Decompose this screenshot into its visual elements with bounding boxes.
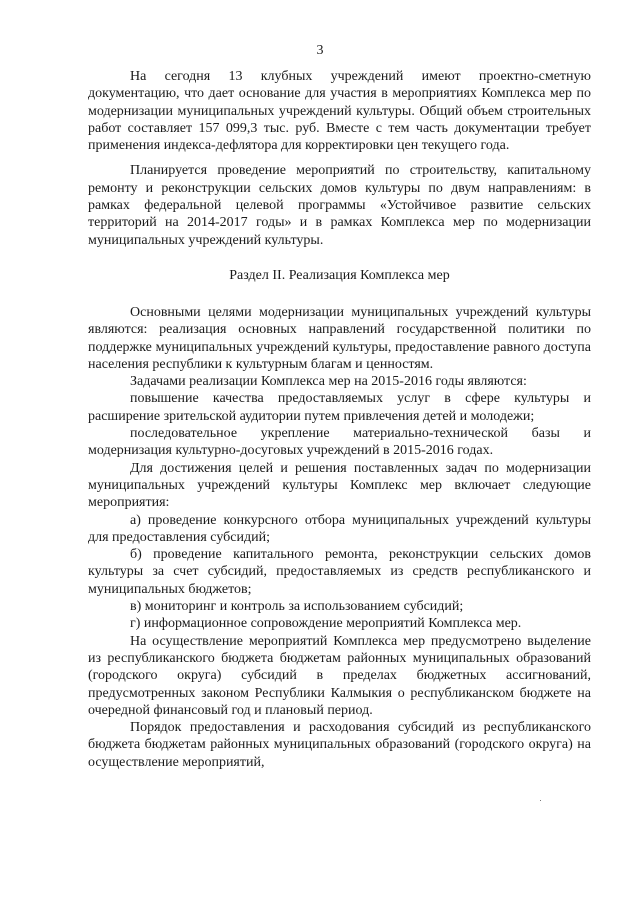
paragraph: последовательное укрепление материально-технической базы и модернизация культурно-досуговых учреждений в 2015-2016 годах. — [88, 426, 591, 459]
paragraph: Для достижения целей и решения поставленных задач по модернизации муниципальных учреждений культуры Комплекс мер включает следующие мероприятия: — [88, 460, 591, 511]
document-body — [88, 68, 591, 771]
list-item: г) информационное сопровождение мероприятий Комплекса мер. — [130, 616, 522, 632]
paragraph: Планируется проведение мероприятий по строительству, капитальному ремонту и реконструкции сельских домов культуры по двум направлениям: в рамках федеральной целевой программы «Устойчивое развитие сельских территорий на 2014-2017 годы» и в рамках Комплекса мер по модернизации муниципальных учреждений культуры. — [88, 163, 591, 248]
paragraph: На сегодня 13 клубных учреждений имеют проектно-сметную документацию, что дает основание для участия в мероприятиях Комплекса мер по модернизации муниципальных учреждений культуры. Общий объем строительных работ составляет 157 099,3 тыс. руб. Вместе с тем часть документации требует применения индекса-дефлятора для корректировки цен текущего года. — [88, 69, 591, 154]
list-item: а) проведение конкурсного отбора муниципальных учреждений культуры для предоставления субсидий; — [88, 512, 591, 545]
paragraph: Порядок предоставления и расходования субсидий из республиканского бюджета бюджетам районных муниципальных образований (городского округа) на осуществление мероприятий, — [88, 720, 591, 770]
list-item: б) проведение капитального ремонта, реконструкции сельских домов культуры за счет субсидий, предоставляемых из средств республиканского и муниципальных бюджетов; — [88, 547, 591, 597]
list-item: в) мониторинг и контроль за использованием субсидий; — [130, 599, 464, 615]
paragraph: Основными целями модернизации муниципальных учреждений культуры являются: реализация основных направлений государственной политики по поддержке муниципальных учреждений культуры, предоставление равного доступа населения республики к культурным благам и ценностям. — [88, 304, 591, 372]
section-heading: Раздел II. Реализация Комплекса мер — [229, 267, 450, 283]
page-number: 3 — [316, 43, 324, 58]
scan-speck — [540, 800, 541, 801]
paragraph: Задачами реализации Комплекса мер на 2015-2016 годы являются: — [130, 374, 527, 390]
paragraph: повышение качества предоставляемых услуг в сфере культуры и расширение зрительской аудитории путем привлечения детей и молодежи; — [88, 391, 591, 424]
paragraph: На осуществление мероприятий Комплекса мер предусмотрено выделение из республиканского бюджета бюджетам районных муниципальных образований (городского округа) субсидий в пределах бюджетных ассигнований, предусмотренных законом Республики Калмыкия о республиканском бюджете на очередной финансовый год и плановый период. — [88, 633, 591, 718]
